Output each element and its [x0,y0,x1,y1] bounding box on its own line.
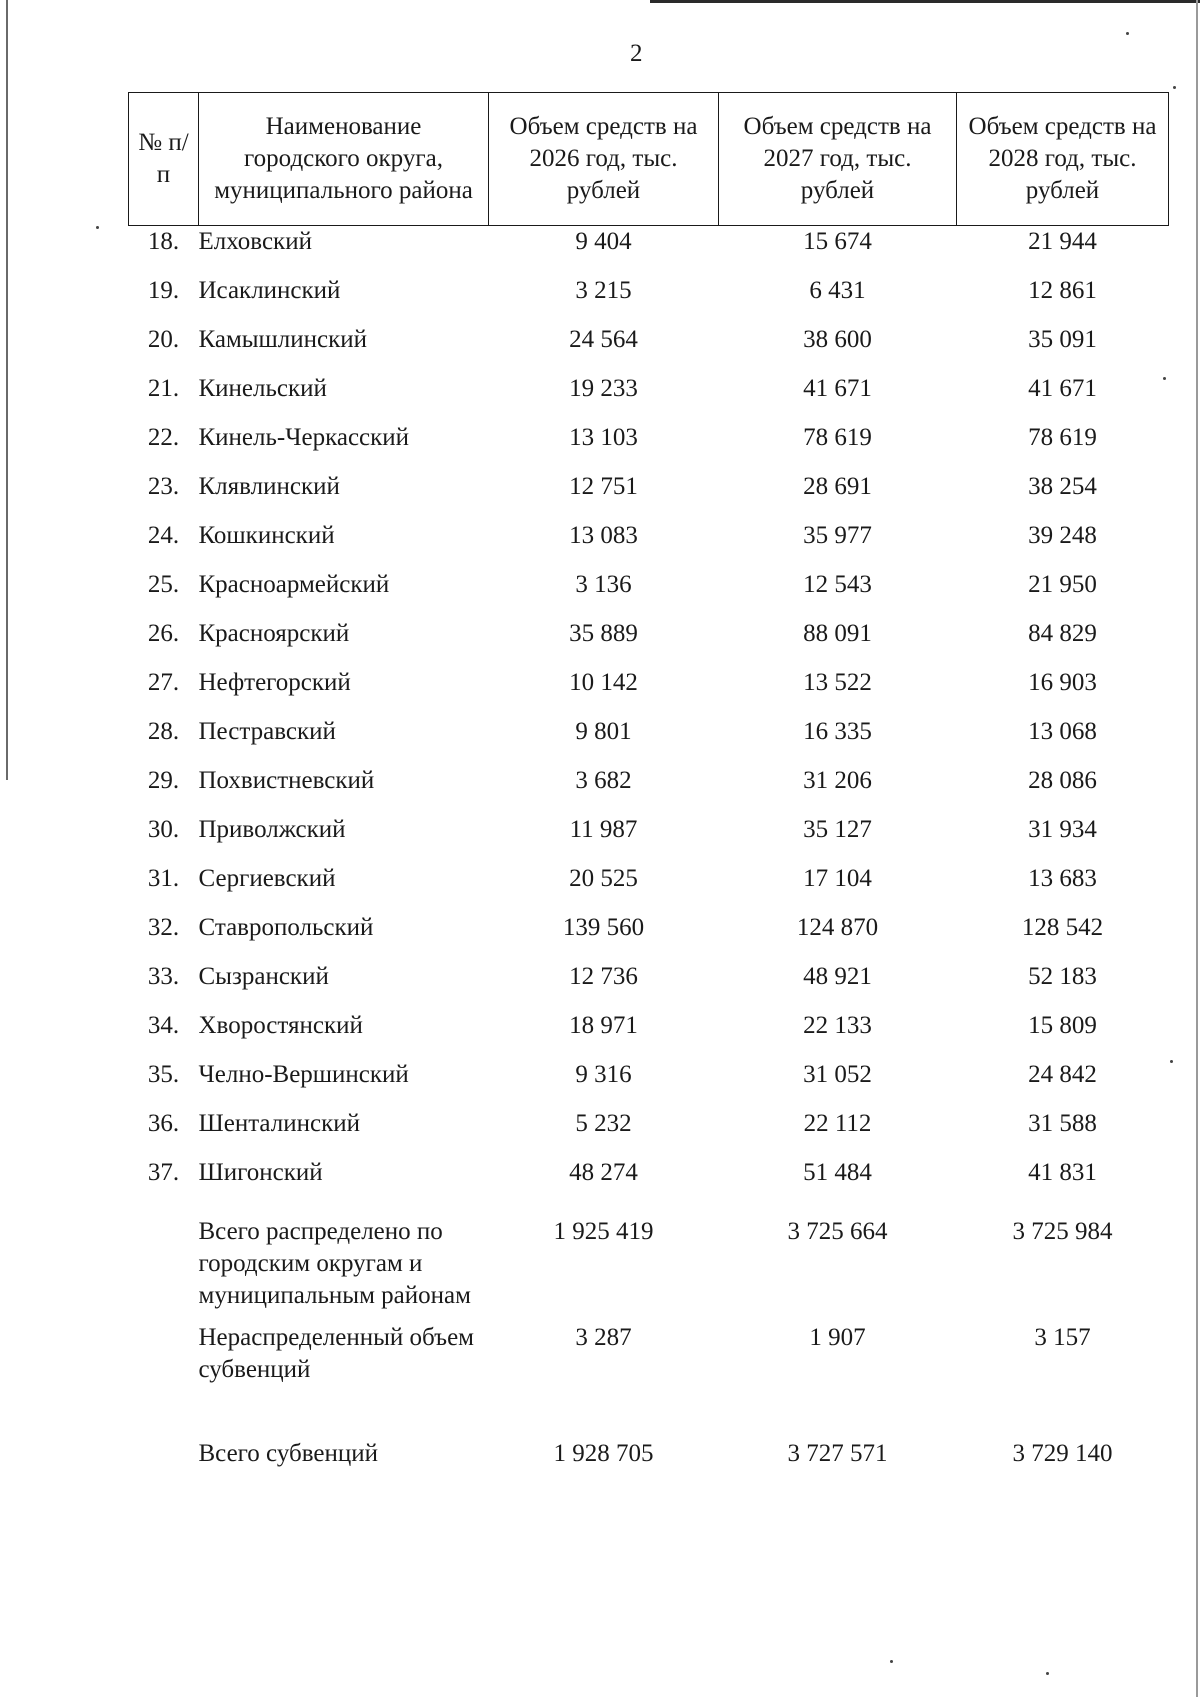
table-row [129,765,1169,814]
district-name: Кинельский [198,375,327,402]
spacer-row [129,1386,1169,1428]
value-2028: 15 809 [1028,1012,1097,1039]
value-2027: 12 543 [803,571,872,598]
summary-value-2028: 3 725 984 [1012,1218,1113,1245]
row-number: 35. [147,1061,180,1088]
table-row [129,471,1169,520]
row-number: 33. [147,963,180,990]
value-2026: 24 564 [569,326,638,353]
value-2027: 51 484 [803,1159,872,1186]
table-row [129,814,1169,863]
table-header-row [129,93,1169,226]
value-2026: 3 682 [575,767,632,794]
row-number: 32. [147,914,180,941]
summary-value-2026: 1 925 419 [553,1218,654,1245]
district-name: Сергиевский [198,865,336,892]
district-name: Нефтегорский [198,669,351,696]
value-2027: 35 977 [803,522,872,549]
row-number: 27. [147,669,180,696]
value-2028: 41 831 [1028,1159,1097,1186]
table-row [129,618,1169,667]
header-2027: Объем средств на 2027 год, тыс. рублей [719,93,957,226]
summary-value-2027: 3 725 664 [787,1218,888,1245]
scan-speck [1126,32,1129,35]
summary-label: Нераспределенный объем субвенций [198,1324,475,1383]
value-2026: 35 889 [569,620,638,647]
table-row [129,667,1169,716]
scan-edge-left [6,0,8,780]
summary-value-2027: 3 727 571 [787,1440,888,1467]
table-row [129,1108,1169,1157]
value-2028: 52 183 [1028,963,1097,990]
district-name: Похвистневский [198,767,375,794]
value-2028: 128 542 [1021,914,1104,941]
district-name: Кошкинский [198,522,335,549]
summary-number-empty [129,1312,199,1386]
scan-speck [1046,1672,1049,1675]
value-2026: 10 142 [569,669,638,696]
value-2028: 24 842 [1028,1061,1097,1088]
row-number: 36. [147,1110,180,1137]
subvention-table [128,92,1169,1470]
value-2027: 17 104 [803,865,872,892]
value-2027: 15 674 [803,228,872,255]
row-number: 29. [147,767,180,794]
summary-row [129,1428,1169,1470]
district-name: Шигонский [198,1159,323,1186]
value-2028: 13 683 [1028,865,1097,892]
value-2026: 13 103 [569,424,638,451]
value-2028: 13 068 [1028,718,1097,745]
value-2026: 12 751 [569,473,638,500]
row-number: 31. [147,865,180,892]
summary-label: Всего субвенций [198,1440,378,1467]
table-row [129,569,1169,618]
table-row [129,373,1169,422]
row-number: 28. [147,718,180,745]
summary-label: Всего распределено по городским округам и муниципальным районам [198,1218,471,1309]
district-name: Челно-Вершинский [198,1061,409,1088]
value-2027: 6 431 [809,277,866,304]
header-2026: Объем средств на 2026 год, тыс. рублей [489,93,719,226]
row-number: 18. [147,228,180,255]
value-2026: 139 560 [562,914,645,941]
table-row [129,1059,1169,1108]
summary-value-2026: 1 928 705 [553,1440,654,1467]
value-2028: 84 829 [1028,620,1097,647]
district-name: Камышлинский [198,326,368,353]
district-name: Хворостянский [198,1012,363,1039]
district-name: Ставропольский [198,914,374,941]
summary-value-2026: 3 287 [575,1324,632,1351]
table-row [129,716,1169,765]
table-row [129,961,1169,1010]
value-2027: 124 870 [796,914,879,941]
table-row [129,1157,1169,1206]
value-2028: 16 903 [1028,669,1097,696]
value-2027: 28 691 [803,473,872,500]
value-2027: 38 600 [803,326,872,353]
table-row [129,226,1169,276]
summary-number-empty [129,1206,199,1312]
district-name: Красноярский [198,620,350,647]
value-2026: 3 136 [575,571,632,598]
district-name: Красноармейский [198,571,390,598]
district-name: Кинель-Черкасский [198,424,410,451]
value-2027: 41 671 [803,375,872,402]
district-name: Приволжский [198,816,346,843]
value-2026: 3 215 [575,277,632,304]
scan-speck [1173,86,1176,89]
value-2028: 78 619 [1028,424,1097,451]
value-2026: 12 736 [569,963,638,990]
row-number: 37. [147,1159,180,1186]
scan-edge-right [1196,0,1198,1697]
row-number: 25. [147,571,180,598]
header-num: № п/п [129,93,199,226]
scan-speck [1170,1060,1173,1063]
value-2027: 88 091 [803,620,872,647]
table-row [129,912,1169,961]
row-number: 20. [147,326,180,353]
row-number: 26. [147,620,180,647]
summary-row [129,1206,1169,1312]
district-name: Шенталинский [198,1110,360,1137]
table-row [129,520,1169,569]
table-row [129,1010,1169,1059]
row-number: 34. [147,1012,180,1039]
value-2028: 28 086 [1028,767,1097,794]
value-2028: 38 254 [1028,473,1097,500]
value-2028: 41 671 [1028,375,1097,402]
summary-value-2028: 3 729 140 [1012,1440,1113,1467]
value-2028: 21 950 [1028,571,1097,598]
row-number: 22. [147,424,180,451]
district-name: Пестравский [198,718,336,745]
row-number: 21. [147,375,180,402]
value-2028: 12 861 [1028,277,1097,304]
scan-speck [890,1660,893,1663]
header-2028: Объем средств на 2028 год, тыс. рублей [957,93,1169,226]
scan-edge-top [650,0,1200,3]
summary-value-2027: 1 907 [809,1324,866,1351]
value-2027: 31 052 [803,1061,872,1088]
value-2028: 35 091 [1028,326,1097,353]
scan-speck [96,226,99,229]
value-2026: 13 083 [569,522,638,549]
district-name: Сызранский [198,963,329,990]
value-2026: 9 316 [575,1061,632,1088]
value-2028: 31 934 [1028,816,1097,843]
value-2026: 19 233 [569,375,638,402]
district-name: Исаклинский [198,277,341,304]
table-row [129,863,1169,912]
value-2026: 20 525 [569,865,638,892]
table-body [129,226,1169,1471]
row-number: 24. [147,522,180,549]
value-2027: 31 206 [803,767,872,794]
value-2027: 78 619 [803,424,872,451]
value-2027: 35 127 [803,816,872,843]
value-2026: 9 404 [575,228,632,255]
summary-number-empty [129,1428,199,1470]
value-2026: 18 971 [569,1012,638,1039]
district-name: Клявлинский [198,473,340,500]
value-2026: 11 987 [569,816,638,843]
value-2027: 22 112 [803,1110,872,1137]
table-row [129,324,1169,373]
value-2028: 31 588 [1028,1110,1097,1137]
row-number: 23. [147,473,180,500]
summary-value-2028: 3 157 [1034,1324,1091,1351]
table-row [129,422,1169,471]
value-2027: 13 522 [803,669,872,696]
value-2027: 16 335 [803,718,872,745]
district-name: Елховский [198,228,312,255]
row-number: 30. [147,816,180,843]
row-number: 19. [147,277,180,304]
value-2028: 21 944 [1028,228,1097,255]
value-2026: 9 801 [575,718,632,745]
value-2027: 48 921 [803,963,872,990]
value-2026: 5 232 [575,1110,632,1137]
header-name: Наименование городского округа, муниципального района [199,93,489,226]
table-row [129,275,1169,324]
spacer-cell [129,1386,1169,1428]
page-number: 2 [630,40,643,67]
value-2027: 22 133 [803,1012,872,1039]
value-2028: 39 248 [1028,522,1097,549]
summary-row [129,1312,1169,1386]
value-2026: 48 274 [569,1159,638,1186]
